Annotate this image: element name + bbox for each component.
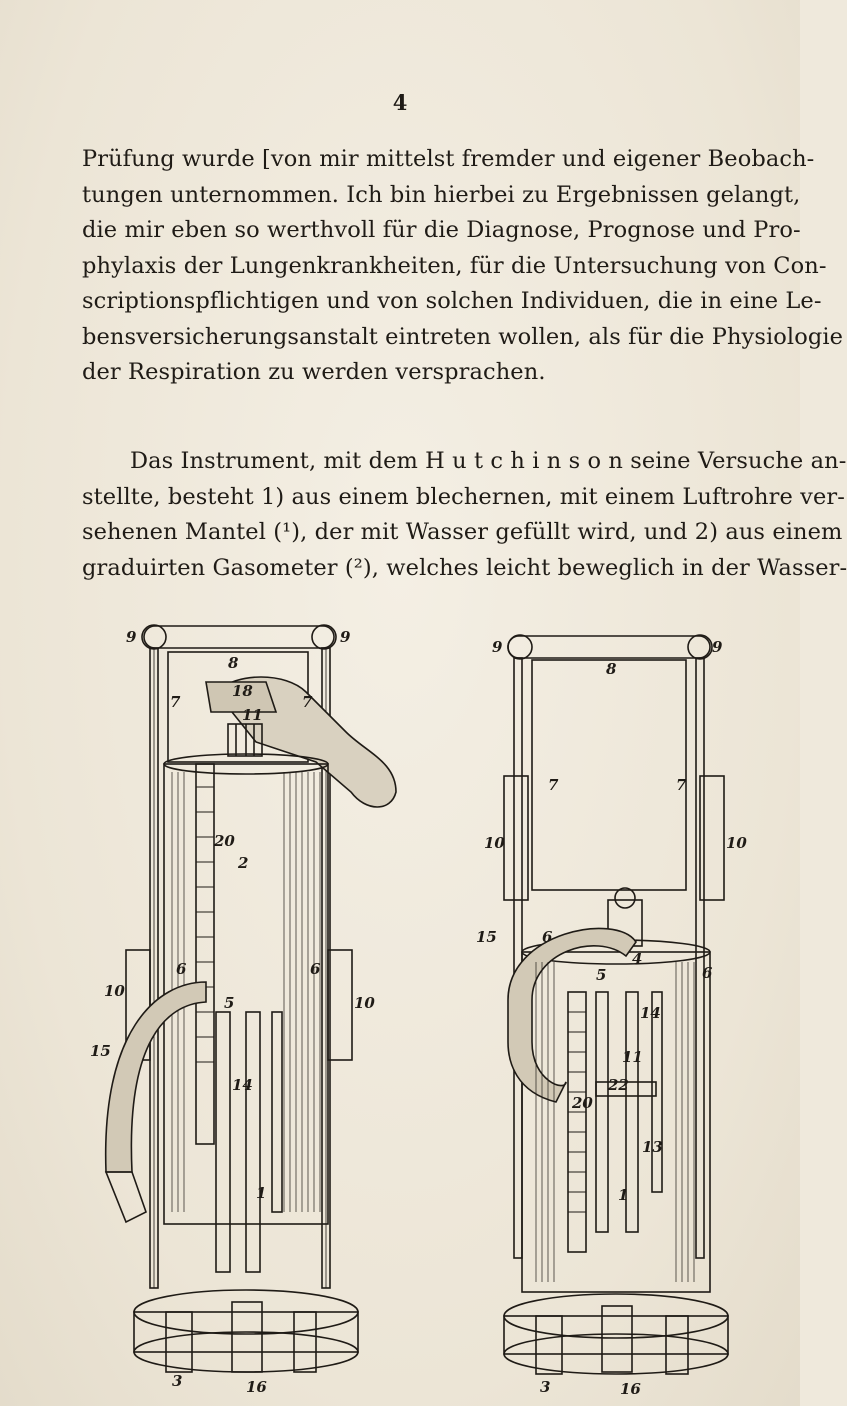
- svg-text:18: 18: [232, 682, 253, 700]
- svg-text:6: 6: [310, 960, 321, 978]
- svg-text:22: 22: [608, 1076, 629, 1094]
- svg-text:14: 14: [640, 1004, 661, 1022]
- svg-text:10: 10: [484, 834, 505, 852]
- svg-text:7: 7: [676, 776, 687, 794]
- text-line: scriptionspflichtigen und von solchen Individuen, die in eine Le-: [82, 288, 822, 314]
- svg-text:16: 16: [246, 1378, 267, 1396]
- svg-text:15: 15: [476, 928, 497, 946]
- svg-text:8: 8: [228, 654, 239, 672]
- svg-text:20: 20: [214, 832, 235, 850]
- spirometer-illustration: [90, 612, 756, 1402]
- text-line: Prüfung wurde [von mir mittelst fremder und eigener Beobach-: [82, 146, 815, 172]
- svg-text:3: 3: [172, 1372, 183, 1390]
- svg-text:6: 6: [176, 960, 187, 978]
- svg-text:9: 9: [712, 638, 723, 656]
- svg-text:7: 7: [170, 693, 181, 711]
- page-number: 4: [392, 90, 408, 115]
- svg-text:20: 20: [572, 1094, 593, 1112]
- text-line: bensversicherungsanstalt eintreten wollen, als für die Physiologie: [82, 323, 844, 350]
- svg-text:1: 1: [618, 1186, 629, 1204]
- svg-text:5: 5: [224, 994, 235, 1012]
- svg-text:9: 9: [340, 628, 351, 646]
- svg-text:4: 4: [632, 950, 643, 968]
- left-spirometer-drawing: [90, 625, 396, 1396]
- text-line: Das Instrument, mit dem H u t c h i n s o n seine Versuche an-: [130, 448, 847, 474]
- svg-text:14: 14: [232, 1076, 253, 1094]
- paragraph-2: [82, 444, 847, 586]
- svg-text:10: 10: [726, 834, 747, 852]
- svg-text:15: 15: [90, 1042, 111, 1060]
- text-line: tungen unternommen. Ich bin hierbei zu Ergebnissen gelangt,: [82, 181, 801, 208]
- svg-text:3: 3: [540, 1378, 551, 1396]
- svg-text:10: 10: [104, 982, 125, 1000]
- text-line: phylaxis der Lungenkrankheiten, für die Untersuchung von Con-: [82, 252, 827, 279]
- svg-text:6: 6: [542, 928, 553, 946]
- svg-text:2: 2: [238, 854, 249, 872]
- text-line: stellte, besteht 1) aus einem blechernen, mit einem Luftrohre ver-: [82, 483, 845, 510]
- svg-text:6: 6: [702, 964, 713, 982]
- svg-text:7: 7: [548, 776, 559, 794]
- right-spirometer-drawing: [476, 635, 747, 1398]
- text-line: sehenen Mantel (¹), der mit Wasser gefüllt wird, und 2) aus einem: [82, 519, 843, 545]
- svg-text:9: 9: [126, 628, 137, 646]
- svg-text:16: 16: [620, 1380, 641, 1398]
- text-line: die mir eben so werthvoll für die Diagnose, Prognose und Pro-: [82, 217, 801, 243]
- svg-text:10: 10: [354, 994, 375, 1012]
- svg-text:11: 11: [622, 1048, 643, 1066]
- svg-text:11: 11: [242, 706, 263, 724]
- svg-text:5: 5: [596, 966, 607, 984]
- text-line: graduirten Gasometer (²), welches leicht beweglich in der Wasser-: [82, 554, 847, 581]
- svg-text:13: 13: [642, 1138, 663, 1156]
- svg-text:7: 7: [302, 693, 313, 711]
- paragraph-1: [82, 142, 844, 391]
- svg-text:1: 1: [256, 1184, 267, 1202]
- svg-text:9: 9: [492, 638, 503, 656]
- text-line: der Respiration zu werden versprachen.: [82, 359, 546, 385]
- svg-text:8: 8: [606, 660, 617, 678]
